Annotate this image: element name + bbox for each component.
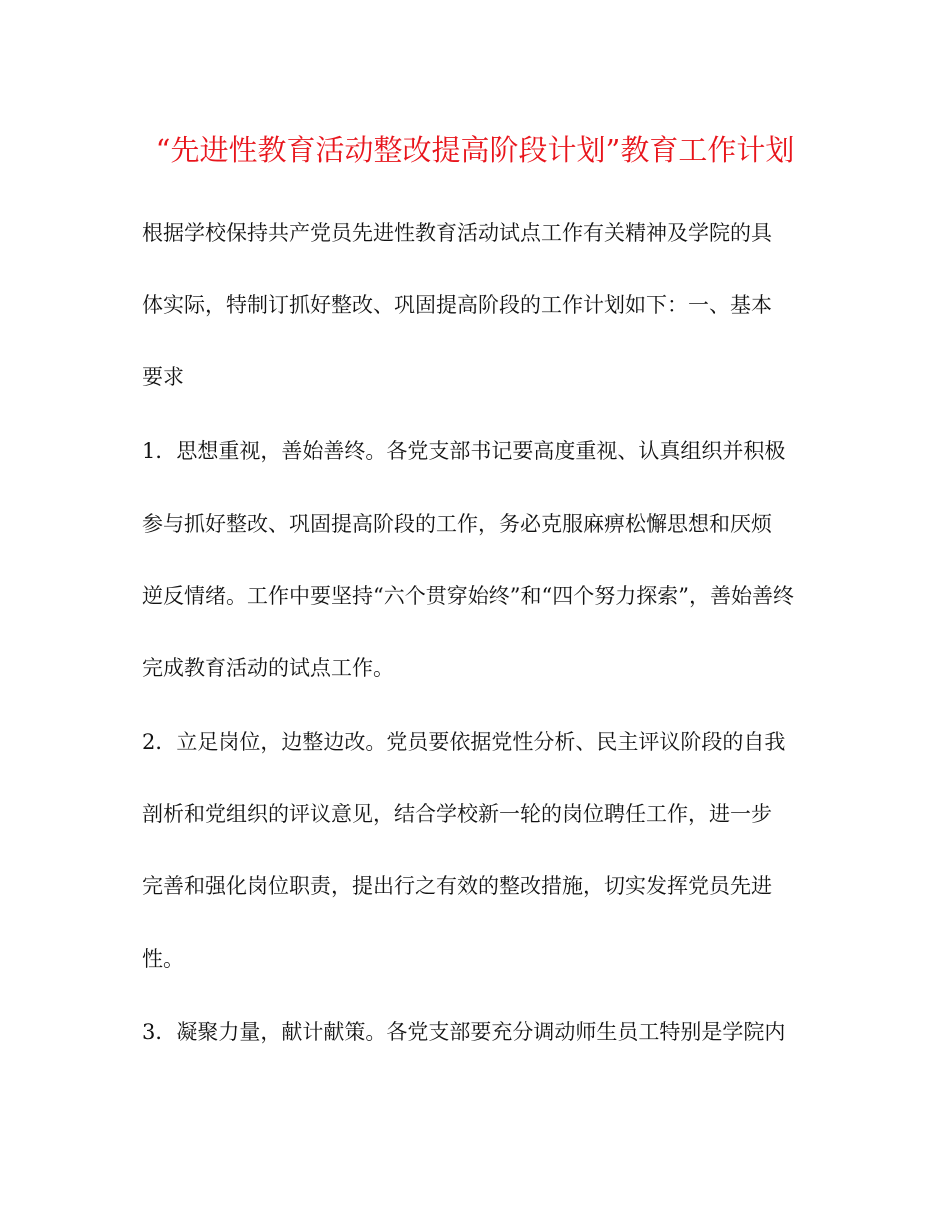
body-line-4: 1．思想重视，善始善终。各党支部书记要高度重视、认真组织并积极	[142, 439, 786, 463]
body-line-5: 参与抓好整改、巩固提高阶段的工作，务必克服麻痹松懈思想和厌烦	[142, 512, 772, 536]
body-line-6: 逆反情绪。工作中要坚持“六个贯穿始终”和“四个努力探索”，善始善终	[142, 584, 794, 608]
body-line-11: 性。	[142, 947, 184, 971]
document-title: “先进性教育活动整改提高阶段计划”教育工作计划	[155, 133, 795, 167]
body-line-2: 体实际，特制订抓好整改、巩固提高阶段的工作计划如下：一、基本	[142, 293, 772, 317]
body-line-8: 2．立足岗位，边整边改。党员要依据党性分析、民主评议阶段的自我	[142, 730, 786, 754]
body-line-10: 完善和强化岗位职责，提出行之有效的整改措施，切实发挥党员先进	[142, 874, 772, 898]
body-line-7: 完成教育活动的试点工作。	[142, 656, 394, 680]
body-line-1: 根据学校保持共产党员先进性教育活动试点工作有关精神及学院的具	[142, 221, 772, 245]
body-line-12: 3．凝聚力量，献计献策。各党支部要充分调动师生员工特别是学院内	[142, 1020, 786, 1044]
body-line-3: 要求	[142, 365, 184, 389]
body-line-9: 剖析和党组织的评议意见，结合学校新一轮的岗位聘任工作，进一步	[142, 802, 772, 826]
